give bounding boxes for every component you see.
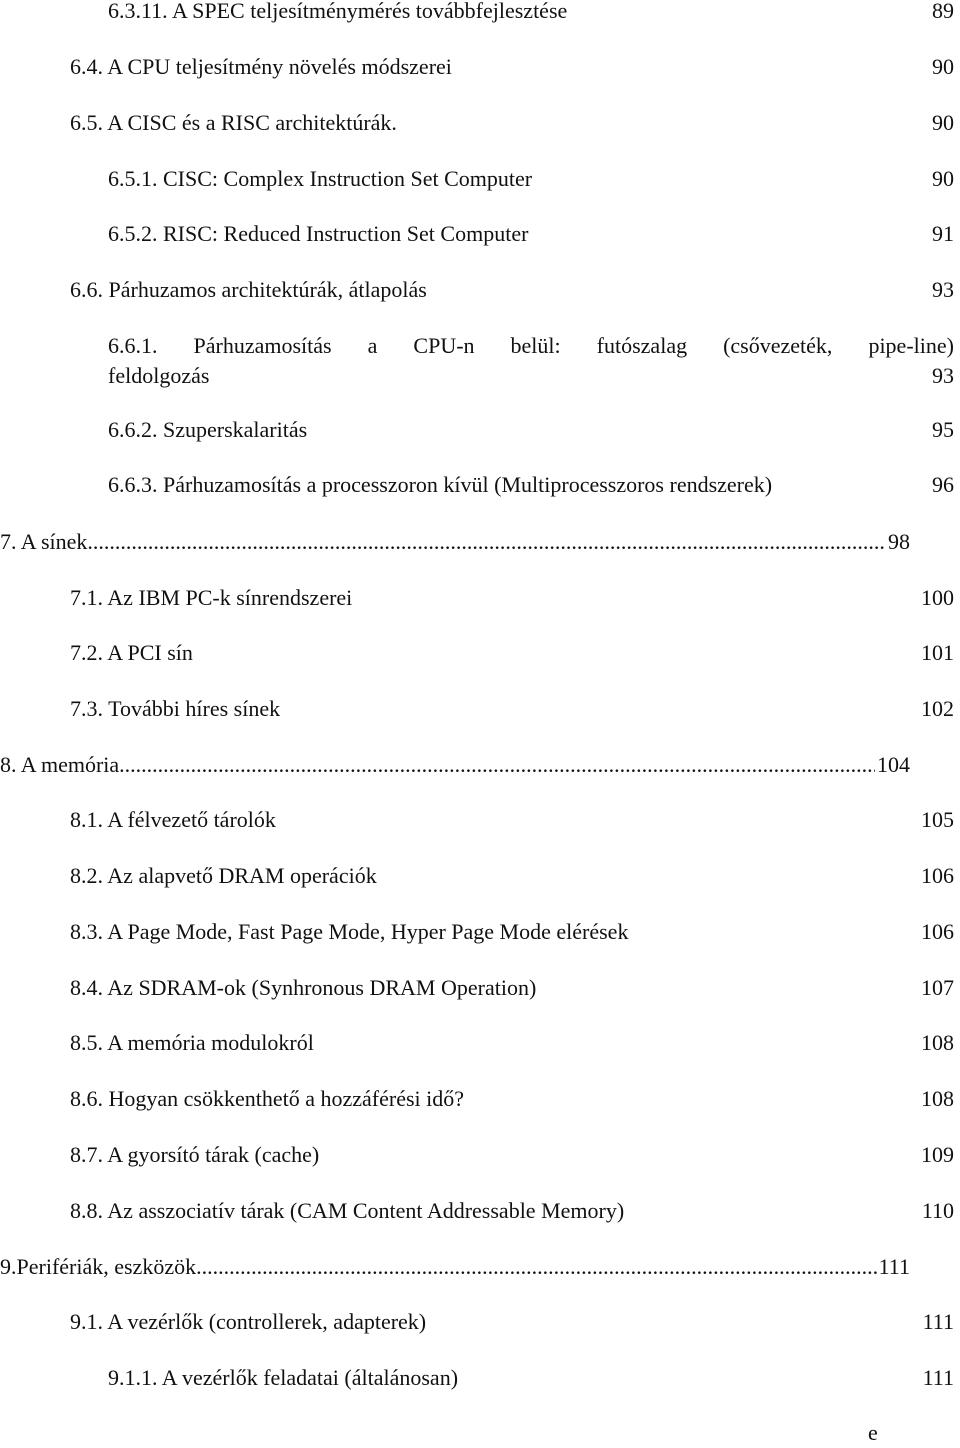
toc-word: a — [367, 333, 378, 358]
toc-entry[interactable] — [0, 1028, 960, 1058]
toc-chapter-entry[interactable] — [0, 527, 910, 557]
toc-entry-label: 8.1. A félvezető tárolók — [70, 807, 276, 832]
toc-entry-page: 93 — [932, 363, 954, 388]
toc-entry-page: 89 — [932, 0, 954, 23]
toc-entry-continuation: feldolgozás — [108, 363, 210, 388]
toc-entry-page: 100 — [921, 585, 954, 610]
toc-entry-page: 108 — [921, 1086, 954, 1111]
dot-leader — [87, 527, 886, 557]
toc-entry[interactable] — [0, 861, 960, 891]
dot-leader — [196, 1252, 877, 1282]
toc-entry[interactable] — [0, 219, 960, 249]
toc-entry-page: 95 — [932, 417, 954, 442]
toc-chapter-page: 111 — [878, 1254, 910, 1279]
toc-entry[interactable] — [0, 805, 960, 835]
toc-entry-page: 101 — [921, 640, 954, 665]
toc-entry-label: 6.4. A CPU teljesítmény növelés módszerei — [70, 54, 452, 79]
toc-entry[interactable] — [0, 1140, 960, 1170]
toc-entry-page: 90 — [932, 166, 954, 191]
toc-entry-label: 6.6.2. Szuperskalaritás — [108, 417, 308, 442]
toc-entry-label: 6.5.1. CISC: Complex Instruction Set Computer — [108, 166, 533, 191]
toc-entry-page: 93 — [932, 277, 954, 302]
toc-word: (csővezeték, — [723, 333, 833, 358]
toc-chapter-page: 104 — [877, 752, 910, 777]
toc-chapter-label: 8. A memória — [0, 752, 120, 777]
toc-word: pipe-line) — [868, 333, 954, 358]
toc-entry[interactable] — [0, 583, 960, 613]
toc-entry[interactable] — [0, 638, 960, 668]
toc-entry-line-1 — [108, 331, 954, 361]
toc-entry[interactable] — [0, 1363, 960, 1393]
toc-entry[interactable] — [0, 52, 960, 82]
toc-entry-page: 96 — [932, 472, 954, 497]
toc-word: Párhuzamosítás — [193, 333, 332, 358]
toc-chapter-entry[interactable] — [0, 1252, 910, 1282]
toc-entry-label: 7.1. Az IBM PC-k sínrendszerei — [70, 585, 353, 610]
toc-entry-page: 111 — [922, 1309, 954, 1334]
toc-word: 6.6.1. — [108, 333, 158, 358]
toc-entry-page: 90 — [932, 110, 954, 135]
toc-entry-page: 110 — [921, 1198, 954, 1223]
toc-entry-page: 109 — [921, 1142, 954, 1167]
toc-entry-label: 8.4. Az SDRAM-ok (Synhronous DRAM Operation) — [70, 975, 537, 1000]
toc-entry-page: 111 — [922, 1365, 954, 1390]
toc-entry-label: 7.2. A PCI sín — [70, 640, 193, 665]
toc-entry[interactable] — [0, 973, 960, 1003]
toc-entry[interactable] — [0, 415, 960, 445]
toc-entry-page: 90 — [932, 54, 954, 79]
toc-entry[interactable] — [0, 108, 960, 138]
toc-word: futószalag — [596, 333, 688, 358]
toc-entry[interactable] — [0, 1084, 960, 1114]
toc-entry[interactable] — [0, 694, 960, 724]
toc-entry-label: 9.1.1. A vezérlők feladatai (általánosan) — [108, 1365, 459, 1390]
toc-entry-label: 8.7. A gyorsító tárak (cache) — [70, 1142, 320, 1167]
toc-entry-page: 102 — [921, 696, 954, 721]
toc-word: belül: — [510, 333, 561, 358]
dot-leader — [119, 750, 875, 780]
toc-entry-label: 6.5.2. RISC: Reduced Instruction Set Computer — [108, 221, 529, 246]
toc-entry[interactable] — [0, 275, 960, 305]
toc-entry-page: 105 — [921, 807, 954, 832]
toc-entry-label: 6.6.3. Párhuzamosítás a processzoron kívül (Multiprocesszoros rendszerek) — [108, 472, 773, 497]
toc-entry[interactable] — [0, 470, 960, 500]
toc-chapter-entry[interactable] — [0, 750, 910, 780]
toc-entry[interactable] — [0, 0, 960, 26]
toc-chapter-label: 9.Perifériák, eszközök — [0, 1254, 197, 1279]
toc-entry-label: 8.6. Hogyan csökkenthető a hozzáférési idő? — [70, 1086, 465, 1111]
toc-entry-label: 6.5. A CISC és a RISC architektúrák. — [70, 110, 397, 135]
toc-chapter-label: 7. A sínek — [0, 529, 88, 554]
toc-entry[interactable] — [0, 164, 960, 194]
toc-entry-label: 8.3. A Page Mode, Fast Page Mode, Hyper Page Mode elérések — [70, 919, 629, 944]
toc-entry-page: 106 — [921, 863, 954, 888]
toc-entry-label: 7.3. További híres sínek — [70, 696, 281, 721]
toc-entry-page: 107 — [921, 975, 954, 1000]
toc-entry-multiline[interactable] — [108, 331, 954, 391]
footer-mark: e — [868, 1420, 878, 1445]
toc-word: CPU-n — [413, 333, 475, 358]
toc-entry[interactable] — [0, 1196, 960, 1226]
toc-entry-label: 6.3.11. A SPEC teljesítménymérés továbbfejlesztése — [108, 0, 568, 23]
toc-entry-line-2 — [108, 361, 954, 391]
toc-entry-page: 108 — [921, 1030, 954, 1055]
toc-entry[interactable] — [0, 1307, 960, 1337]
toc-entry[interactable] — [0, 917, 960, 947]
toc-entry-label: 9.1. A vezérlők (controllerek, adapterek) — [70, 1309, 427, 1334]
toc-entry-label: 8.5. A memória modulokról — [70, 1030, 314, 1055]
toc-entry-label: 8.2. Az alapvető DRAM operációk — [70, 863, 377, 888]
toc-entry-page: 106 — [921, 919, 954, 944]
toc-chapter-page: 98 — [888, 529, 910, 554]
toc-entry-label: 8.8. Az asszociatív tárak (CAM Content Addressable Memory) — [70, 1198, 625, 1223]
toc-entry-page: 91 — [932, 221, 954, 246]
toc-entry-label: 6.6. Párhuzamos architektúrák, átlapolás — [70, 277, 427, 302]
